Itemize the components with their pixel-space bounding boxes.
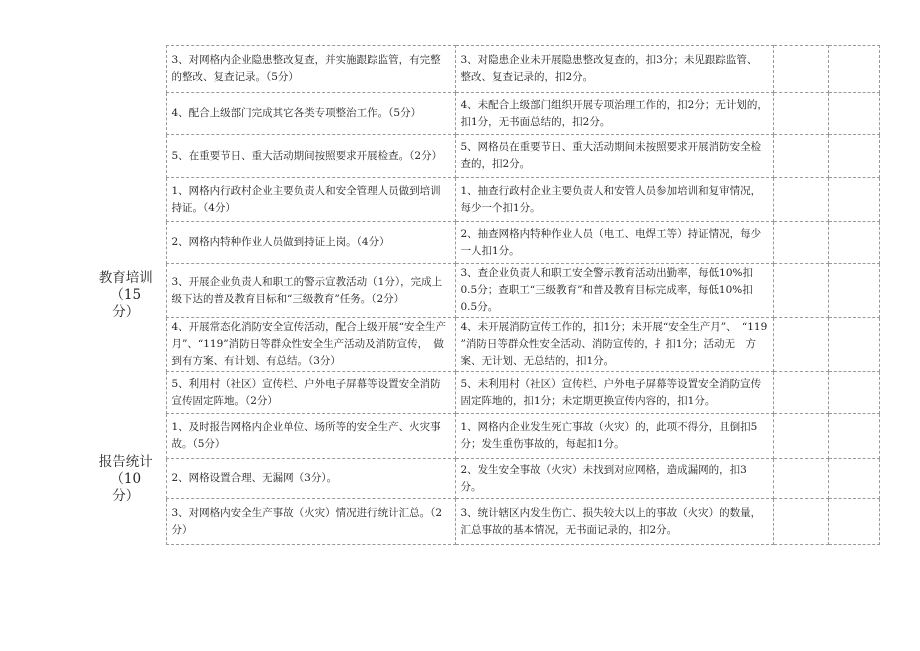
standard-cell: 3、开展企业负责人和职工的警示宣教活动（1分），完成上级下达的普及教育目标和“三级教育”任务。（2分） (166, 264, 455, 318)
standard-cell: 3、对网格内安全生产事故（火灾）情况进行统计汇总。（2 分） (166, 499, 455, 545)
category-education-name: 教育培训 (98, 270, 153, 286)
criteria-cell: 2、抽查网格内特种作业人员（电工、电焊工等）持证情况，每少一人扣1分。 (455, 222, 773, 264)
standard-cell: 2、网格内特种作业人员做到持证上岗。（4分） (166, 222, 455, 264)
score-cell[interactable] (773, 135, 828, 178)
assessment-table-sheet (86, 45, 879, 545)
standard-cell: 2、网格设置合理、无漏网（3分）。 (166, 459, 455, 499)
table-row (86, 414, 879, 459)
score-cell[interactable] (773, 46, 828, 93)
remark-cell[interactable] (828, 46, 879, 93)
table-row (86, 372, 879, 414)
remark-cell[interactable] (828, 135, 879, 178)
standard-cell: 4、配合上级部门完成其它各类专项整治工作。（5分） (166, 93, 455, 135)
criteria-cell: 3、对隐患企业未开展隐患整改复查的，扣3分；未见跟踪监管、整改、复查记录的，扣2分。 (455, 46, 773, 93)
score-cell[interactable] (773, 499, 828, 545)
criteria-cell: 3、查企业负责人和职工安全警示教育活动出勤率，每低10%扣0.5分；查职工“三级教育”和普及教育目标完成率，每低10%扣0.5分。 (455, 264, 773, 318)
category-report-score-l1: （10 (110, 470, 142, 487)
remark-cell[interactable] (828, 499, 879, 545)
standard-cell: 5、在重要节日、重大活动期间按照要求开展检查。（2分） (166, 135, 455, 178)
category-education-score-l2: 分） (112, 304, 140, 320)
category-report-score-l2: 分） (112, 487, 140, 504)
category-report (86, 414, 166, 545)
criteria-cell: 4、未开展消防宣传工作的，扣1分；未开展“安全生产月”、 “119 ”消防日等群众性安全活动、消防宣传的，扌扣1分；活动无 方案、无计划、无总结的，扣1分。 (455, 318, 773, 372)
score-cell[interactable] (773, 93, 828, 135)
remark-cell[interactable] (828, 93, 879, 135)
table-row (86, 222, 879, 264)
score-cell[interactable] (773, 459, 828, 499)
table-row (86, 459, 879, 499)
remark-cell[interactable] (828, 372, 879, 414)
standard-cell: 1、网格内行政村企业主要负责人和安全管理人员做到培训持证。（4分） (166, 178, 455, 222)
table-row (86, 264, 879, 318)
category-cell-empty (86, 93, 166, 135)
criteria-cell: 3、统计辖区内发生伤亡、损失较大以上的事故（火灾）的数量，汇总事故的基本情况，无书面记录的，扣2分。 (455, 499, 773, 545)
score-cell[interactable] (773, 318, 828, 372)
remark-cell[interactable] (828, 264, 879, 318)
table-row (86, 499, 879, 545)
table-row (86, 135, 879, 178)
remark-cell[interactable] (828, 459, 879, 499)
standard-cell: 4、开展常态化消防安全宣传活动，配合上级开展“安全生产月”、“119”消防日等群众性安全生产活动及消防宣传， 做到有方案、有计划、有总结。（3分） (166, 318, 455, 372)
score-cell[interactable] (773, 414, 828, 459)
criteria-cell: 1、网格内企业发生死亡事故（火灾）的，此项不得分，且倒扣5分；发生重伤事故的，每起扣1分。 (455, 414, 773, 459)
remark-cell[interactable] (828, 414, 879, 459)
table-row (86, 93, 879, 135)
criteria-cell: 5、网格员在重要节日、重大活动期间未按照要求开展消防安全检查的，扣2分。 (455, 135, 773, 178)
table-row (86, 318, 879, 372)
score-cell[interactable] (773, 222, 828, 264)
standard-cell: 1、及时报告网格内企业单位、场所等的安全生产、火灾事故。（5分） (166, 414, 455, 459)
category-cell-empty (86, 135, 166, 178)
remark-cell[interactable] (828, 178, 879, 222)
category-education-score-l1: （15 (110, 287, 142, 303)
table-row (86, 46, 879, 93)
category-report-name: 报告统计 (98, 453, 153, 470)
remark-cell[interactable] (828, 222, 879, 264)
table-row (86, 178, 879, 222)
criteria-cell: 5、未利用村（社区）宣传栏、户外电子屏幕等设置安全消防宣传固定阵地的，扣1分；未定期更换宣传内容的，扣1分。 (455, 372, 773, 414)
assessment-table (86, 45, 880, 545)
score-cell[interactable] (773, 178, 828, 222)
score-cell[interactable] (773, 264, 828, 318)
standard-cell: 3、对网格内企业隐患整改复查，并实施跟踪监管，有完整的整改、复查记录。（5分） (166, 46, 455, 93)
category-education (86, 178, 166, 414)
remark-cell[interactable] (828, 318, 879, 372)
criteria-cell: 4、未配合上级部门组织开展专项治理工作的，扣2分；无计划的， 扣1分，无书面总结的，扣2分。 (455, 93, 773, 135)
criteria-cell: 1、抽查行政村企业主要负责人和安管人员参加培训和复审情况，每少一个扣1分。 (455, 178, 773, 222)
criteria-cell: 2、发生安全事故（火灾）未找到对应网格，造成漏网的，扣3分。 (455, 459, 773, 499)
score-cell[interactable] (773, 372, 828, 414)
category-cell-empty (86, 46, 166, 93)
standard-cell: 5、利用村（社区）宣传栏、户外电子屏幕等设置安全消防宣传固定阵地。（2分） (166, 372, 455, 414)
